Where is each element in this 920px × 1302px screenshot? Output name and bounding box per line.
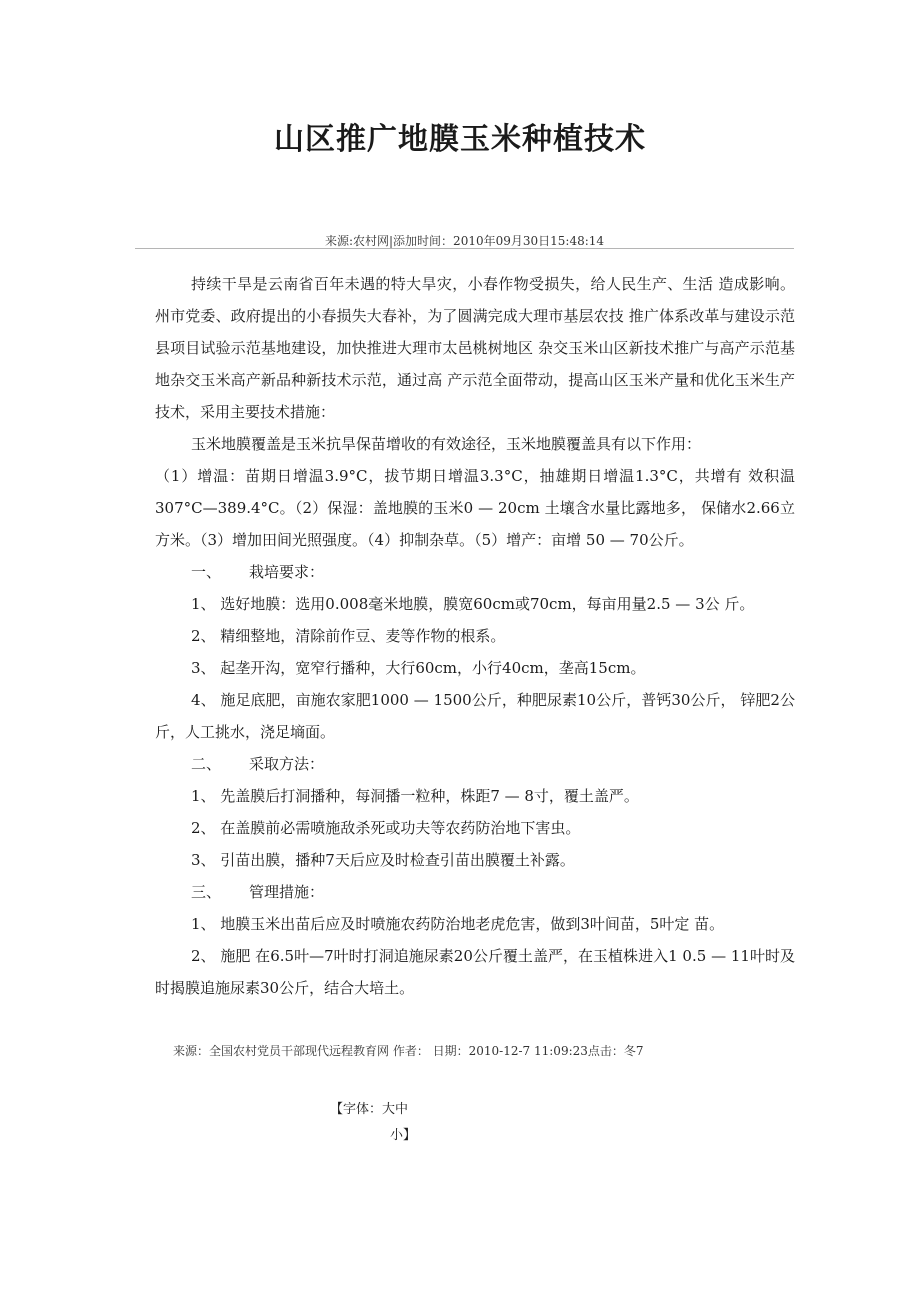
source-line: 来源：全国农村党员干部现代远程教育网 作者： 日期：2010-12-7 11:09:23点击：冬7 [173, 1044, 644, 1058]
section-heading-methods [155, 748, 795, 780]
font-size-line-2[interactable]: 小】 [390, 1128, 417, 1143]
list-item: 1、 选好地膜：选用0.008毫米地膜，膜宽60cm或70cm，每亩用量2.5 — 3公 斤。 [191, 595, 755, 613]
section-number: 一、 [191, 563, 222, 581]
header-divider [135, 248, 794, 249]
section-heading-management [155, 876, 795, 908]
article-body [155, 268, 795, 1004]
intro-paragraph: 持续干旱是云南省百年未遇的特大旱灾，小春作物受损失，给人民生产、生活 造成影响。州市党委、政府提出的小春损失大春补，为了圆满完成大理市基层农技 推广体系改革与建设示范县项目试验示范基地建设，加快推进大理市太邑桃树地区 杂交玉米山区新技术推广与高产示范基地杂交玉米高产新品种新技术示范，通过高 产示范全面带动，提高山区玉米产量和优化玉米生产技术，采用主要技术措施： [155, 275, 795, 421]
list-item: 1、 先盖膜后打洞播种，每洞播一粒种，株距7 — 8寸，覆土盖严。 [191, 787, 639, 805]
list-item: 2、 精细整地，清除前作豆、麦等作物的根系。 [191, 627, 506, 645]
font-size-line-1[interactable]: 【字体：大中 [330, 1102, 409, 1117]
mulch-effect-paragraph: 玉米地膜覆盖是玉米抗旱保苗增收的有效途径，玉米地膜覆盖具有以下作用： [191, 435, 702, 453]
list-item: 2、 施肥 在6.5叶—7叶时打洞追施尿素20公斤覆土盖严，在玉植株进入1 0.5 — 11叶时及时揭膜追施尿素30公斤，结合大培土。 [155, 947, 795, 997]
list-item: 4、 施足底肥，亩施农家肥1000 — 1500公斤，种肥尿素10公斤，普钙30公斤， 锌肥2公斤，人工挑水，浇足墒面。 [155, 691, 795, 741]
section-title: 采取方法： [249, 755, 325, 773]
section-title: 栽培要求： [249, 563, 325, 581]
page-title: 山区推广地膜玉米种植技术 [274, 122, 646, 157]
article-meta: 来源:农村网|添加时间：2010年09月30日15:48:14 [324, 234, 605, 248]
list-item: 2、 在盖膜前必需喷施敌杀死或功夫等农药防治地下害虫。 [191, 819, 581, 837]
list-item: 3、 起垄开沟，宽窄行播种，大行60cm，小行40cm，垄高15cm。 [191, 659, 646, 677]
list-item: 3、 引苗出膜，播种7天后应及时检查引苗出膜覆土补露。 [191, 851, 575, 869]
section-title: 管理措施： [249, 883, 325, 901]
font-size-control[interactable] [330, 1097, 420, 1149]
list-item: 1、 地膜玉米出苗后应及时喷施农药防治地老虎危害，做到3叶间苗，5叶定 苗。 [191, 915, 725, 933]
section-heading-cultivation [155, 556, 795, 588]
section-number: 二、 [191, 755, 222, 773]
section-number: 三、 [191, 883, 222, 901]
mulch-effect-list: （1）增温：苗期日增温3.9°C，拔节期日增温3.3°C，抽雄期日增温1.3°C，共增有 效积温307°C—389.4°C。（2）保湿：盖地膜的玉米0 — 20cm 土壤含水量比露地多， 保储水2.66立方米。（3）增加田间光照强度。（4）抑制杂草。（5）增产：亩增 50 — 70公斤。 [155, 467, 795, 549]
